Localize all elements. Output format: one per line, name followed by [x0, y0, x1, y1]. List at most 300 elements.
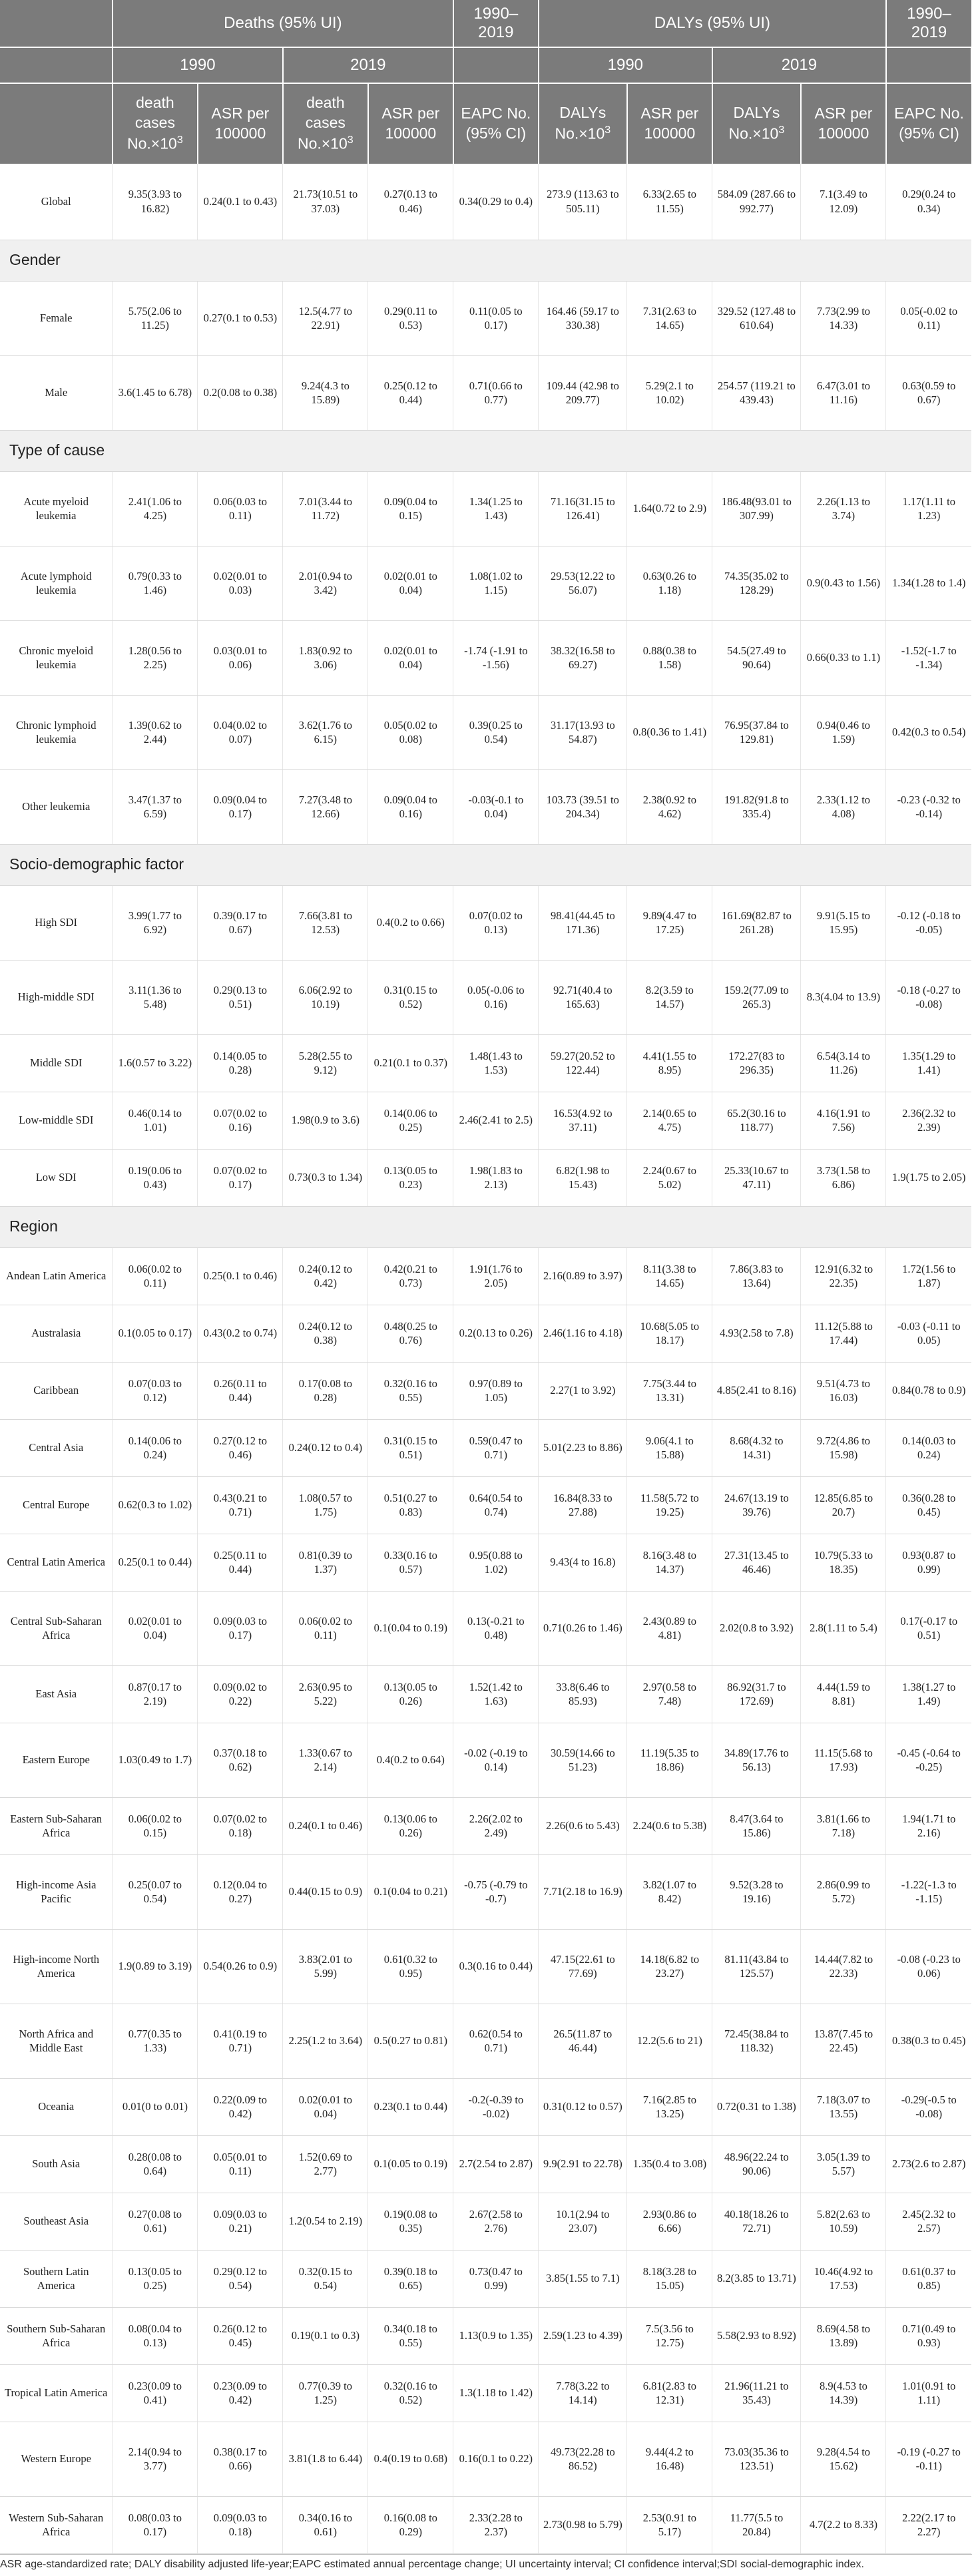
cell: 9.52(3.28 to 19.16)	[712, 1854, 801, 1929]
cell: 27.31(13.45 to 46.46)	[712, 1534, 801, 1591]
cell: 0.25(0.1 to 0.46)	[198, 1247, 283, 1305]
header-text: death cases No.×10	[297, 94, 348, 152]
cell: 7.73(2.99 to 14.33)	[801, 281, 886, 355]
header-blank-deaths	[453, 47, 539, 83]
cell: 0.23(0.09 to 0.42)	[198, 2364, 283, 2422]
cell: 3.85(1.55 to 7.1)	[539, 2250, 627, 2307]
header-exponent: 3	[347, 134, 354, 146]
row-label: Australasia	[0, 1305, 113, 1362]
cell: -0.02 (-0.19 to 0.14)	[453, 1723, 539, 1797]
cell: 9.44(4.2 to 16.48)	[627, 2422, 712, 2496]
cell: 24.67(13.19 to 39.76)	[712, 1476, 801, 1534]
cell: 21.96(11.21 to 35.43)	[712, 2364, 801, 2422]
cell: 2.01(0.94 to 3.42)	[283, 546, 368, 620]
cell: 0.27(0.13 to 0.46)	[368, 164, 453, 240]
cell: 4.16(1.91 to 7.56)	[801, 1092, 886, 1149]
row-label: Low-middle SDI	[0, 1092, 113, 1149]
cell: 0.16(0.1 to 0.22)	[453, 2422, 539, 2496]
cell: 0.29(0.13 to 0.51)	[198, 960, 283, 1034]
cell: 0.79(0.33 to 1.46)	[113, 546, 198, 620]
cell: 0.43(0.2 to 0.74)	[198, 1305, 283, 1362]
table-row	[0, 2496, 971, 2553]
cell: 1.01(0.91 to 1.11)	[886, 2364, 971, 2422]
cell: 0.32(0.16 to 0.55)	[368, 1362, 453, 1419]
cell: 0.13(-0.21 to 0.48)	[453, 1591, 539, 1665]
cell: 0.02(0.01 to 0.04)	[113, 1591, 198, 1665]
cell: 0.44(0.15 to 0.9)	[283, 1854, 368, 1929]
cell: 2.38(0.92 to 4.62)	[627, 769, 712, 844]
cell: 0.48(0.25 to 0.76)	[368, 1305, 453, 1362]
cell: 0.07(0.03 to 0.12)	[113, 1362, 198, 1419]
header-deaths-group: Deaths (95% UI)	[113, 0, 453, 47]
cell: 7.18(3.07 to 13.55)	[801, 2078, 886, 2135]
cell: 16.84(8.33 to 27.88)	[539, 1476, 627, 1534]
cell: 0.09(0.04 to 0.16)	[368, 769, 453, 844]
cell: 47.15(22.61 to 77.69)	[539, 1929, 627, 2004]
cell: 3.73(1.58 to 6.86)	[801, 1149, 886, 1206]
cell: 0.88(0.38 to 1.58)	[627, 620, 712, 695]
table-row	[0, 1591, 971, 1665]
cell: 2.24(0.6 to 5.38)	[627, 1797, 712, 1854]
cell: 72.45(38.84 to 118.32)	[712, 2004, 801, 2078]
cell: 2.26(1.13 to 3.74)	[801, 471, 886, 546]
table-row	[0, 355, 971, 430]
cell: 9.43(4 to 16.8)	[539, 1534, 627, 1591]
table-row	[0, 2135, 971, 2193]
cell: 9.06(4.1 to 15.88)	[627, 1419, 712, 1476]
cell: 1.28(0.56 to 2.25)	[113, 620, 198, 695]
cell: 0.31(0.15 to 0.51)	[368, 1419, 453, 1476]
header-asr-deaths-1990: ASR per 100000	[198, 83, 283, 164]
cell: -0.2(-0.39 to -0.02)	[453, 2078, 539, 2135]
cell: 2.63(0.95 to 5.22)	[283, 1665, 368, 1723]
cell: 0.05(-0.06 to 0.16)	[453, 960, 539, 1034]
cell: 0.2(0.08 to 0.38)	[198, 355, 283, 430]
table-row	[0, 620, 971, 695]
cell: 0.61(0.32 to 0.95)	[368, 1929, 453, 2004]
cell: 1.98(0.9 to 3.6)	[283, 1092, 368, 1149]
cell: -1.52(-1.7 to -1.34)	[886, 620, 971, 695]
cell: 0.29(0.11 to 0.53)	[368, 281, 453, 355]
cell: 26.5(11.87 to 46.44)	[539, 2004, 627, 2078]
cell: 0.36(0.28 to 0.45)	[886, 1476, 971, 1534]
table-footnote: ASR age-standardized rate; DALY disability adjusted life-year;EAPC estimated annual percentage change; UI uncertainty interval; CI confidence interval;SDI social-demographic index.	[0, 2554, 972, 2576]
cell: 0.21(0.1 to 0.37)	[368, 1034, 453, 1092]
cell: 0.25(0.11 to 0.44)	[198, 1534, 283, 1591]
cell: 8.68(4.32 to 14.31)	[712, 1419, 801, 1476]
cell: 11.58(5.72 to 19.25)	[627, 1476, 712, 1534]
header-text: death cases No.×10	[127, 94, 177, 152]
row-label: South Asia	[0, 2135, 113, 2193]
cell: 0.42(0.21 to 0.73)	[368, 1247, 453, 1305]
cell: 2.45(2.32 to 2.57)	[886, 2193, 971, 2250]
table-row	[0, 2004, 971, 2078]
header-deaths-2019: 2019	[283, 47, 453, 83]
cell: 0.28(0.08 to 0.64)	[113, 2135, 198, 2193]
cell: 25.33(10.67 to 47.11)	[712, 1149, 801, 1206]
cell: 1.38(1.27 to 1.49)	[886, 1665, 971, 1723]
table-row	[0, 1854, 971, 1929]
cell: 3.47(1.37 to 6.59)	[113, 769, 198, 844]
cell: 0.13(0.05 to 0.23)	[368, 1149, 453, 1206]
cell: 0.62(0.54 to 0.71)	[453, 2004, 539, 2078]
row-label: Chronic myeloid leukemia	[0, 620, 113, 695]
cell: 0.33(0.16 to 0.57)	[368, 1534, 453, 1591]
cell: 0.63(0.59 to 0.67)	[886, 355, 971, 430]
cell: 0.17(-0.17 to 0.51)	[886, 1591, 971, 1665]
row-label: Middle SDI	[0, 1034, 113, 1092]
cell: 30.59(14.66 to 51.23)	[539, 1723, 627, 1797]
cell: 0.07(0.02 to 0.18)	[198, 1797, 283, 1854]
cell: 0.9(0.43 to 1.56)	[801, 546, 886, 620]
cell: 109.44 (42.98 to 209.77)	[539, 355, 627, 430]
cell: 3.83(2.01 to 5.99)	[283, 1929, 368, 2004]
cell: 0.25(0.1 to 0.44)	[113, 1534, 198, 1591]
table-body	[0, 164, 971, 2553]
table-row	[0, 1929, 971, 2004]
row-label: Central Asia	[0, 1419, 113, 1476]
header-eapc-deaths: EAPC No. (95% CI)	[453, 83, 539, 164]
cell: 0.31(0.15 to 0.52)	[368, 960, 453, 1034]
section-title: Gender	[0, 240, 971, 281]
row-label: Low SDI	[0, 1149, 113, 1206]
table-row	[0, 471, 971, 546]
cell: 3.81(1.8 to 6.44)	[283, 2422, 368, 2496]
cell: 6.81(2.83 to 12.31)	[627, 2364, 712, 2422]
cell: 2.14(0.65 to 4.75)	[627, 1092, 712, 1149]
cell: 0.73(0.47 to 0.99)	[453, 2250, 539, 2307]
cell: 4.44(1.59 to 8.81)	[801, 1665, 886, 1723]
cell: 0.13(0.05 to 0.25)	[113, 2250, 198, 2307]
cell: 0.05(0.01 to 0.11)	[198, 2135, 283, 2193]
cell: 0.06(0.02 to 0.11)	[113, 1247, 198, 1305]
cell: 0.07(0.02 to 0.16)	[198, 1092, 283, 1149]
cell: 0.39(0.17 to 0.67)	[198, 885, 283, 960]
cell: 6.82(1.98 to 15.43)	[539, 1149, 627, 1206]
cell: 103.73 (39.51 to 204.34)	[539, 769, 627, 844]
table-row	[0, 695, 971, 769]
cell: 0.19(0.06 to 0.43)	[113, 1149, 198, 1206]
table-row	[0, 281, 971, 355]
cell: 2.67(2.58 to 2.76)	[453, 2193, 539, 2250]
cell: 9.89(4.47 to 17.25)	[627, 885, 712, 960]
row-label: High-middle SDI	[0, 960, 113, 1034]
cell: 2.16(0.89 to 3.97)	[539, 1247, 627, 1305]
table-row	[0, 1723, 971, 1797]
header-corner-3	[0, 83, 113, 164]
cell: 1.35(1.29 to 1.41)	[886, 1034, 971, 1092]
cell: 0.26(0.12 to 0.45)	[198, 2307, 283, 2364]
header-exponent: 3	[778, 124, 785, 136]
cell: 21.73(10.51 to 37.03)	[283, 164, 368, 240]
cell: 7.78(3.22 to 14.14)	[539, 2364, 627, 2422]
row-label: Chronic lymphoid leukemia	[0, 695, 113, 769]
cell: 0.38(0.17 to 0.66)	[198, 2422, 283, 2496]
row-label: High-income Asia Pacific	[0, 1854, 113, 1929]
cell: 0.14(0.06 to 0.25)	[368, 1092, 453, 1149]
cell: 2.02(0.8 to 3.92)	[712, 1591, 801, 1665]
cell: 2.46(1.16 to 4.18)	[539, 1305, 627, 1362]
cell: 0.37(0.18 to 0.62)	[198, 1723, 283, 1797]
cell: 7.27(3.48 to 12.66)	[283, 769, 368, 844]
cell: 1.6(0.57 to 3.22)	[113, 1034, 198, 1092]
cell: 33.8(6.46 to 85.93)	[539, 1665, 627, 1723]
cell: -0.45 (-0.64 to -0.25)	[886, 1723, 971, 1797]
cell: 6.06(2.92 to 10.19)	[283, 960, 368, 1034]
cell: 0.97(0.89 to 1.05)	[453, 1362, 539, 1419]
cell: 92.71(40.4 to 165.63)	[539, 960, 627, 1034]
cell: 2.27(1 to 3.92)	[539, 1362, 627, 1419]
header-period-deaths: 1990–2019	[453, 0, 539, 47]
cell: 0.07(0.02 to 0.13)	[453, 885, 539, 960]
cell: 1.72(1.56 to 1.87)	[886, 1247, 971, 1305]
cell: 0.42(0.3 to 0.54)	[886, 695, 971, 769]
cell: 1.52(0.69 to 2.77)	[283, 2135, 368, 2193]
cell: 1.91(1.76 to 2.05)	[453, 1247, 539, 1305]
cell: -0.19 (-0.27 to -0.11)	[886, 2422, 971, 2496]
cell: 0.39(0.18 to 0.65)	[368, 2250, 453, 2307]
cell: 0.09(0.04 to 0.15)	[368, 471, 453, 546]
cell: 1.9(0.89 to 3.19)	[113, 1929, 198, 2004]
cell: -0.18 (-0.27 to -0.08)	[886, 960, 971, 1034]
header-text: DALYs No.×10	[555, 104, 607, 142]
cell: 2.33(2.28 to 2.37)	[453, 2496, 539, 2553]
cell: 3.81(1.66 to 7.18)	[801, 1797, 886, 1854]
cell: 0.14(0.05 to 0.28)	[198, 1034, 283, 1092]
table-row	[0, 1476, 971, 1534]
cell: 0.1(0.05 to 0.17)	[113, 1305, 198, 1362]
cell: 0.51(0.27 to 0.83)	[368, 1476, 453, 1534]
cell: 0.4(0.19 to 0.68)	[368, 2422, 453, 2496]
cell: 0.3(0.16 to 0.44)	[453, 1929, 539, 2004]
cell: 6.47(3.01 to 11.16)	[801, 355, 886, 430]
cell: 1.64(0.72 to 2.9)	[627, 471, 712, 546]
header-dalys-1990-count	[539, 83, 627, 164]
cell: 0.24(0.12 to 0.42)	[283, 1247, 368, 1305]
cell: 74.35(35.02 to 128.29)	[712, 546, 801, 620]
cell: 0.02(0.01 to 0.03)	[198, 546, 283, 620]
cell: 0.24(0.1 to 0.46)	[283, 1797, 368, 1854]
section-header-row	[0, 844, 971, 885]
row-label: Female	[0, 281, 113, 355]
cell: 1.48(1.43 to 1.53)	[453, 1034, 539, 1092]
cell: 4.85(2.41 to 8.16)	[712, 1362, 801, 1419]
cell: 5.75(2.06 to 11.25)	[113, 281, 198, 355]
cell: 0.77(0.39 to 1.25)	[283, 2364, 368, 2422]
cell: 0.05(0.02 to 0.08)	[368, 695, 453, 769]
table-row-global	[0, 164, 971, 240]
header-exponent: 3	[176, 134, 183, 146]
cell: 0.1(0.04 to 0.19)	[368, 1591, 453, 1665]
cell: 0.39(0.25 to 0.54)	[453, 695, 539, 769]
cell: 0.84(0.78 to 0.9)	[886, 1362, 971, 1419]
cell: 98.41(44.45 to 171.36)	[539, 885, 627, 960]
cell: 9.24(4.3 to 15.89)	[283, 355, 368, 430]
cell: 54.5(27.49 to 90.64)	[712, 620, 801, 695]
cell: 7.75(3.44 to 13.31)	[627, 1362, 712, 1419]
cell: 8.18(3.28 to 15.05)	[627, 2250, 712, 2307]
cell: 10.1(2.94 to 23.07)	[539, 2193, 627, 2250]
cell: -0.29(-0.5 to -0.08)	[886, 2078, 971, 2135]
cell: 0.66(0.33 to 1.1)	[801, 620, 886, 695]
cell: 7.1(3.49 to 12.09)	[801, 164, 886, 240]
cell: 65.2(30.16 to 118.77)	[712, 1092, 801, 1149]
cell: 31.17(13.93 to 54.87)	[539, 695, 627, 769]
header-dalys-2019: 2019	[712, 47, 886, 83]
cell: 5.01(2.23 to 8.86)	[539, 1419, 627, 1476]
row-label: Acute myeloid leukemia	[0, 471, 113, 546]
cell: 0.31(0.12 to 0.57)	[539, 2078, 627, 2135]
cell: 329.52 (127.48 to 610.64)	[712, 281, 801, 355]
cell: 0.09(0.03 to 0.17)	[198, 1591, 283, 1665]
cell: 8.16(3.48 to 14.37)	[627, 1534, 712, 1591]
cell: 0.25(0.12 to 0.44)	[368, 355, 453, 430]
section-header-row	[0, 430, 971, 471]
cell: 2.22(2.17 to 2.27)	[886, 2496, 971, 2553]
cell: 12.91(6.32 to 22.35)	[801, 1247, 886, 1305]
cell: 1.2(0.54 to 2.19)	[283, 2193, 368, 2250]
cell: 1.08(0.57 to 1.75)	[283, 1476, 368, 1534]
row-label: North Africa and Middle East	[0, 2004, 113, 2078]
cell: 0.06(0.03 to 0.11)	[198, 471, 283, 546]
header-dalys-group: DALYs (95% UI)	[539, 0, 886, 47]
cell: 10.79(5.33 to 18.35)	[801, 1534, 886, 1591]
cell: 7.01(3.44 to 11.72)	[283, 471, 368, 546]
cell: 7.71(2.18 to 16.9)	[539, 1854, 627, 1929]
cell: 0.77(0.35 to 1.33)	[113, 2004, 198, 2078]
cell: -0.12 (-0.18 to -0.05)	[886, 885, 971, 960]
cell: 1.34(1.28 to 1.4)	[886, 546, 971, 620]
cell: 2.25(1.2 to 3.64)	[283, 2004, 368, 2078]
row-label: Oceania	[0, 2078, 113, 2135]
cell: 0.13(0.06 to 0.26)	[368, 1797, 453, 1854]
cell: 0.04(0.02 to 0.07)	[198, 695, 283, 769]
cell: 7.86(3.83 to 13.64)	[712, 1247, 801, 1305]
cell: 9.72(4.86 to 15.98)	[801, 1419, 886, 1476]
cell: 2.97(0.58 to 7.48)	[627, 1665, 712, 1723]
header-death-cases-2019	[283, 83, 368, 164]
cell: 2.26(2.02 to 2.49)	[453, 1797, 539, 1854]
table-row	[0, 1362, 971, 1419]
table-row	[0, 1247, 971, 1305]
cell: 38.32(16.58 to 69.27)	[539, 620, 627, 695]
cell: 186.48(93.01 to 307.99)	[712, 471, 801, 546]
cell: 8.11(3.38 to 14.65)	[627, 1247, 712, 1305]
cell: 0.38(0.3 to 0.45)	[886, 2004, 971, 2078]
cell: 14.18(6.82 to 23.27)	[627, 1929, 712, 2004]
section-header-row	[0, 1206, 971, 1247]
table-header	[0, 0, 971, 164]
cell: 0.12(0.04 to 0.27)	[198, 1854, 283, 1929]
row-label: Male	[0, 355, 113, 430]
cell: 4.93(2.58 to 7.8)	[712, 1305, 801, 1362]
cell: 0.06(0.02 to 0.15)	[113, 1797, 198, 1854]
cell: 0.19(0.1 to 0.3)	[283, 2307, 368, 2364]
table-row	[0, 546, 971, 620]
table-row	[0, 2250, 971, 2307]
header-dalys-2019-count	[712, 83, 801, 164]
cell: 2.8(1.11 to 5.4)	[801, 1591, 886, 1665]
cell: 2.33(1.12 to 4.08)	[801, 769, 886, 844]
cell: 1.33(0.67 to 2.14)	[283, 1723, 368, 1797]
cell: 12.85(6.85 to 20.7)	[801, 1476, 886, 1534]
row-label: Tropical Latin America	[0, 2364, 113, 2422]
row-label: Eastern Sub-Saharan Africa	[0, 1797, 113, 1854]
cell: 0.27(0.12 to 0.46)	[198, 1419, 283, 1476]
row-label: East Asia	[0, 1665, 113, 1723]
cell: 0.14(0.03 to 0.24)	[886, 1419, 971, 1476]
cell: 3.05(1.39 to 5.57)	[801, 2135, 886, 2193]
cell: 0.43(0.21 to 0.71)	[198, 1476, 283, 1534]
table-row	[0, 1419, 971, 1476]
cell: 12.2(5.6 to 21)	[627, 2004, 712, 2078]
cell: 7.66(3.81 to 12.53)	[283, 885, 368, 960]
table-row	[0, 2193, 971, 2250]
row-label: High SDI	[0, 885, 113, 960]
cell: 8.47(3.64 to 15.86)	[712, 1797, 801, 1854]
cell: 0.16(0.08 to 0.29)	[368, 2496, 453, 2553]
cell: 0.95(0.88 to 1.02)	[453, 1534, 539, 1591]
cell: 0.24(0.12 to 0.4)	[283, 1419, 368, 1476]
cell: 40.18(18.26 to 72.71)	[712, 2193, 801, 2250]
cell: 0.34(0.29 to 0.4)	[453, 164, 539, 240]
cell: 48.96(22.24 to 90.06)	[712, 2135, 801, 2193]
row-label: Southern Latin America	[0, 2250, 113, 2307]
cell: 5.28(2.55 to 9.12)	[283, 1034, 368, 1092]
cell: 59.27(20.52 to 122.44)	[539, 1034, 627, 1092]
cell: 73.03(35.36 to 123.51)	[712, 2422, 801, 2496]
cell: 2.59(1.23 to 4.39)	[539, 2307, 627, 2364]
cell: 5.82(2.63 to 10.59)	[801, 2193, 886, 2250]
cell: 0.29(0.24 to 0.34)	[886, 164, 971, 240]
cell: 8.3(4.04 to 13.9)	[801, 960, 886, 1034]
cell: 0.29(0.12 to 0.54)	[198, 2250, 283, 2307]
cell: 0.25(0.07 to 0.54)	[113, 1854, 198, 1929]
row-label: Central Europe	[0, 1476, 113, 1534]
cell: 0.5(0.27 to 0.81)	[368, 2004, 453, 2078]
cell: 3.11(1.36 to 5.48)	[113, 960, 198, 1034]
table-row	[0, 2364, 971, 2422]
section-header-row	[0, 240, 971, 281]
cell: 49.73(22.28 to 86.52)	[539, 2422, 627, 2496]
cell: 0.71(0.26 to 1.46)	[539, 1591, 627, 1665]
cell: 0.22(0.09 to 0.42)	[198, 2078, 283, 2135]
cell: 13.87(7.45 to 22.45)	[801, 2004, 886, 2078]
cell: 8.2(3.59 to 14.57)	[627, 960, 712, 1034]
cell: 2.41(1.06 to 4.25)	[113, 471, 198, 546]
cell: 0.02(0.01 to 0.04)	[368, 620, 453, 695]
cell: 0.09(0.02 to 0.22)	[198, 1665, 283, 1723]
cell: 584.09 (287.66 to 992.77)	[712, 164, 801, 240]
cell: 273.9 (113.63 to 505.11)	[539, 164, 627, 240]
cell: 0.14(0.06 to 0.24)	[113, 1419, 198, 1476]
cell: 0.87(0.17 to 2.19)	[113, 1665, 198, 1723]
cell: 0.64(0.54 to 0.74)	[453, 1476, 539, 1534]
cell: 2.53(0.91 to 5.17)	[627, 2496, 712, 2553]
row-label: Central Latin America	[0, 1534, 113, 1591]
row-label: Southeast Asia	[0, 2193, 113, 2250]
cell: 9.51(4.73 to 16.03)	[801, 1362, 886, 1419]
header-asr-deaths-2019: ASR per 100000	[368, 83, 453, 164]
cell: 0.62(0.3 to 1.02)	[113, 1476, 198, 1534]
cell: 76.95(37.84 to 129.81)	[712, 695, 801, 769]
header-death-cases-1990	[113, 83, 198, 164]
cell: 0.08(0.03 to 0.17)	[113, 2496, 198, 2553]
cell: -0.08 (-0.23 to 0.06)	[886, 1929, 971, 2004]
cell: 8.9(4.53 to 14.39)	[801, 2364, 886, 2422]
cell: 3.82(1.07 to 8.42)	[627, 1854, 712, 1929]
cell: 191.82(91.8 to 335.4)	[712, 769, 801, 844]
